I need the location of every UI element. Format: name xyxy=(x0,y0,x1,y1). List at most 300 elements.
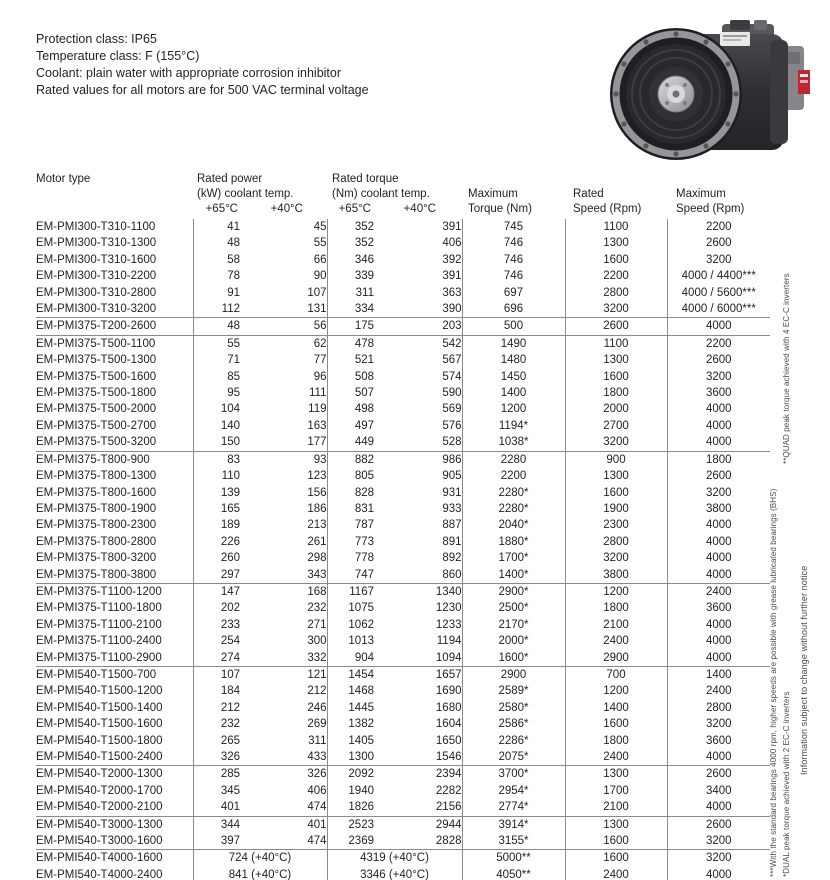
cell-max-speed: 4000 xyxy=(667,617,770,633)
table-row xyxy=(36,749,770,766)
cell-torque-65: 1013 xyxy=(327,633,374,649)
cell-torque-65: 773 xyxy=(327,534,374,550)
cell-torque-40: 569 xyxy=(442,403,462,416)
cell-rated-speed: 1800 xyxy=(565,600,667,616)
cell-power-65: 71 xyxy=(193,352,240,368)
cell-power-40: 300 xyxy=(307,635,327,648)
cell-power-65: 107 xyxy=(193,666,240,683)
cell-motor-type: EM-PMI540-T3000-1600 xyxy=(36,833,193,850)
cell-power-40: 232 xyxy=(307,602,327,615)
info-line-rated-values: Rated values for all motors are for 500 VAC terminal voltage xyxy=(36,83,369,97)
cell-torque-65: 346 xyxy=(327,252,374,268)
cell-power-65: 401 xyxy=(193,799,240,816)
cell-torque-40: 1233 xyxy=(435,618,462,631)
table-row xyxy=(36,850,770,867)
cell-torque-65: 1382 xyxy=(327,716,374,732)
cell-power-65: 112 xyxy=(193,301,240,318)
cell-rated-speed: 1600 xyxy=(565,252,667,268)
cell-motor-type: EM-PMI300-T310-1300 xyxy=(36,237,157,250)
table-row xyxy=(36,252,770,268)
cell-rated-speed: 1300 xyxy=(565,235,667,251)
cell-power-40: 131 xyxy=(240,301,327,318)
cell-max-speed: 4000 xyxy=(667,534,770,550)
table-row xyxy=(36,385,770,401)
cell-torque-40: 567 xyxy=(442,354,462,367)
motor-spec-table xyxy=(36,219,770,880)
cell-max-torque: 2774* xyxy=(462,799,565,816)
cell-max-torque: 746 xyxy=(462,268,565,284)
cell-power-40: 332 xyxy=(240,650,327,667)
header-max-speed-l2: Speed (Rpm) xyxy=(676,203,745,215)
cell-power-40: 156 xyxy=(307,486,327,499)
cell-torque-40: 2156 xyxy=(374,799,462,816)
table-row xyxy=(36,816,770,833)
cell-torque-40: 860 xyxy=(374,567,462,584)
cell-max-torque: 696 xyxy=(462,301,565,318)
header-max-speed-l1: Maximum xyxy=(676,188,726,200)
cell-rated-speed: 1800 xyxy=(565,733,667,749)
cell-power-40: 261 xyxy=(307,535,327,548)
cell-torque-65: 1468 xyxy=(327,683,374,699)
header-power-temp65: +65°C xyxy=(205,203,238,215)
cell-power-40: 163 xyxy=(307,419,327,432)
cell-power-65: 189 xyxy=(193,517,240,533)
cell-torque-40: 590 xyxy=(442,387,462,400)
cell-power-65: 55 xyxy=(193,335,240,352)
cell-torque-40: 1546 xyxy=(374,749,462,766)
motor-table-body xyxy=(36,219,770,880)
cell-power-65: 165 xyxy=(193,501,240,517)
cell-power-40: 433 xyxy=(240,749,327,766)
table-row xyxy=(36,650,770,667)
cell-torque-65: 787 xyxy=(327,517,374,533)
cell-rated-speed: 1300 xyxy=(565,766,667,783)
cell-max-speed: 4000 xyxy=(667,749,770,766)
cell-power-65: 326 xyxy=(193,749,240,766)
cell-torque-65: 831 xyxy=(327,501,374,517)
cell-torque-65: 507 xyxy=(327,385,374,401)
cell-torque-65: 1445 xyxy=(327,700,374,716)
cell-power-40: 55 xyxy=(313,237,327,250)
cell-torque-65: 1405 xyxy=(327,733,374,749)
cell-rated-speed: 3200 xyxy=(565,434,667,451)
table-row xyxy=(36,534,770,550)
cell-power-40: 66 xyxy=(313,253,327,266)
cell-max-speed: 3200 xyxy=(667,833,770,850)
header-torque-temp65: +65°C xyxy=(338,203,371,215)
cell-rated-torque-merged: 3346 (+40°C) xyxy=(327,867,462,880)
footnote-bearings: ***With the standard bearings 4000 rpm, higher speeds are possible with grease lubricated bearings (BHS) xyxy=(769,488,778,877)
cell-max-speed: 3600 xyxy=(667,600,770,616)
cell-torque-40: 390 xyxy=(374,301,462,318)
cell-max-torque: 2040* xyxy=(462,517,565,533)
cell-power-40: 123 xyxy=(307,470,327,483)
cell-torque-65: 882 xyxy=(327,451,374,468)
cell-torque-40: 391 xyxy=(442,221,462,233)
cell-rated-speed: 2000 xyxy=(565,401,667,417)
cell-max-speed: 1800 xyxy=(667,451,770,468)
cell-motor-type: EM-PMI375-T800-2300 xyxy=(36,519,157,532)
cell-motor-type: EM-PMI375-T500-1600 xyxy=(36,370,157,383)
cell-max-torque: 1600* xyxy=(462,650,565,667)
table-row xyxy=(36,434,770,451)
cell-torque-40: 1340 xyxy=(435,585,462,598)
cell-torque-40: 392 xyxy=(442,253,462,266)
cell-max-speed: 4000 / 5600*** xyxy=(667,285,770,301)
table-row xyxy=(36,716,770,732)
cell-max-speed: 1400 xyxy=(667,666,770,683)
cell-rated-speed: 1300 xyxy=(565,352,667,368)
cell-max-torque: 745 xyxy=(462,219,565,235)
cell-max-torque: 4050** xyxy=(462,867,565,880)
cell-max-speed: 3800 xyxy=(667,501,770,517)
cell-max-speed: 4000 xyxy=(667,633,770,649)
table-row xyxy=(36,666,770,683)
cell-torque-65: 478 xyxy=(327,335,374,352)
cell-motor-type: EM-PMI300-T310-1100 xyxy=(36,221,156,233)
table-row xyxy=(36,268,770,284)
cell-power-65: 83 xyxy=(193,451,240,468)
table-row xyxy=(36,683,770,699)
cell-max-speed: 3200 xyxy=(667,485,770,501)
cell-rated-speed: 2300 xyxy=(565,517,667,533)
cell-torque-40: 2282 xyxy=(435,784,462,797)
cell-torque-40: 887 xyxy=(442,519,462,532)
cell-max-speed: 4000 xyxy=(667,318,770,335)
motor-shaft-hub xyxy=(658,76,694,112)
cell-power-40: 401 xyxy=(307,818,327,831)
cell-max-torque: 2286* xyxy=(462,733,565,749)
cell-max-speed: 2600 xyxy=(667,352,770,368)
header-rated-torque: Rated torque xyxy=(332,173,399,185)
cell-rated-speed: 2800 xyxy=(565,285,667,301)
table-row xyxy=(36,301,770,318)
cell-torque-65: 2369 xyxy=(327,833,374,850)
table-row xyxy=(36,700,770,716)
cell-max-torque: 3700* xyxy=(462,766,565,783)
cell-power-40: 406 xyxy=(307,784,327,797)
cell-torque-40: 1680 xyxy=(435,701,462,714)
cell-motor-type: EM-PMI375-T800-3200 xyxy=(36,552,157,565)
cell-power-40: 213 xyxy=(307,519,327,532)
cell-rated-speed: 1900 xyxy=(565,501,667,517)
table-row xyxy=(36,733,770,749)
cell-motor-type: EM-PMI375-T500-2700 xyxy=(36,419,157,432)
cell-motor-type: EM-PMI375-T500-3200 xyxy=(36,434,193,451)
cell-power-65: 48 xyxy=(193,235,240,251)
cell-torque-65: 828 xyxy=(327,485,374,501)
cell-max-speed: 4000 xyxy=(667,401,770,417)
cell-power-40: 311 xyxy=(308,734,327,747)
cell-torque-40: 574 xyxy=(442,370,462,383)
table-row xyxy=(36,401,770,417)
cell-torque-40: 905 xyxy=(442,470,462,483)
cell-motor-type: EM-PMI375-T1100-2400 xyxy=(36,635,162,648)
cell-max-torque: 697 xyxy=(462,285,565,301)
header-rated-speed-l2: Speed (Rpm) xyxy=(573,203,642,215)
cell-torque-40: 542 xyxy=(442,337,462,350)
cell-power-65: 48 xyxy=(193,318,240,335)
cell-max-torque: 1450 xyxy=(462,369,565,385)
cell-power-40: 111 xyxy=(309,387,327,400)
cell-max-speed: 4000 / 6000*** xyxy=(667,301,770,318)
cell-power-40: 45 xyxy=(313,221,327,233)
cell-motor-type: EM-PMI375-T500-2000 xyxy=(36,403,157,416)
table-row xyxy=(36,219,770,235)
cell-torque-40: 2944 xyxy=(435,818,462,831)
cell-power-65: 345 xyxy=(193,783,240,799)
cell-rated-speed: 1200 xyxy=(565,683,667,699)
cell-rated-speed: 2800 xyxy=(565,534,667,550)
cell-motor-type: EM-PMI540-T1500-1200 xyxy=(36,685,163,698)
cell-power-40: 93 xyxy=(313,453,327,466)
cell-motor-type: EM-PMI375-T800-3800 xyxy=(36,567,193,584)
table-row xyxy=(36,617,770,633)
cell-power-65: 202 xyxy=(193,600,240,616)
cell-power-65: 140 xyxy=(193,418,240,434)
cell-rated-speed: 1600 xyxy=(565,850,667,867)
cell-max-speed: 2800 xyxy=(667,700,770,716)
cell-max-speed: 2200 xyxy=(667,219,770,235)
cell-power-65: 95 xyxy=(193,385,240,401)
cell-max-torque: 2900* xyxy=(462,583,565,600)
cell-max-speed: 3200 xyxy=(667,716,770,732)
cell-torque-40: 1690 xyxy=(435,685,462,698)
table-row xyxy=(36,451,770,468)
footnote-dual-torque: *DUAL peak torque achieved with 2 EC-C inverters xyxy=(782,691,791,877)
cell-torque-40: 1650 xyxy=(435,734,462,747)
cell-power-40: 343 xyxy=(240,567,327,584)
cell-max-speed: 3200 xyxy=(667,252,770,268)
info-line-protection: Protection class: IP65 xyxy=(36,32,157,46)
cell-power-40: 119 xyxy=(308,403,327,416)
cell-max-speed: 4000 xyxy=(667,517,770,533)
cell-rated-speed: 3200 xyxy=(565,550,667,566)
cell-power-40: 177 xyxy=(240,434,327,451)
cell-max-speed: 3200 xyxy=(667,850,770,867)
cell-motor-type: EM-PMI300-T310-3200 xyxy=(36,301,193,318)
cell-max-torque: 2580* xyxy=(462,700,565,716)
cell-motor-type: EM-PMI540-T2000-1300 xyxy=(36,768,163,781)
cell-torque-65: 747 xyxy=(327,567,374,584)
cell-torque-40: 528 xyxy=(374,434,462,451)
cell-rated-speed: 1800 xyxy=(565,385,667,401)
table-row xyxy=(36,799,770,816)
table-row xyxy=(36,285,770,301)
cell-torque-65: 449 xyxy=(327,434,374,451)
cell-torque-40: 1094 xyxy=(374,650,462,667)
cell-power-65: 139 xyxy=(193,485,240,501)
header-rated-power-unit: (kW) coolant temp. xyxy=(197,188,294,200)
cell-max-torque: 2500* xyxy=(462,600,565,616)
cell-motor-type: EM-PMI540-T1500-1600 xyxy=(36,718,163,731)
cell-max-speed: 4000 xyxy=(667,418,770,434)
cell-rated-speed: 2400 xyxy=(565,867,667,880)
cell-torque-40: 576 xyxy=(442,419,462,432)
cell-power-65: 212 xyxy=(193,700,240,716)
cell-max-speed: 4000 xyxy=(667,867,770,880)
cell-torque-65: 175 xyxy=(327,318,374,335)
cell-motor-type: EM-PMI375-T800-1600 xyxy=(36,486,157,499)
cell-power-65: 233 xyxy=(193,617,240,633)
cell-motor-type: EM-PMI300-T310-2200 xyxy=(36,270,157,283)
cell-torque-40: 933 xyxy=(442,502,462,515)
cell-motor-type: EM-PMI375-T500-1100 xyxy=(36,337,156,350)
cell-motor-type: EM-PMI540-T1500-1400 xyxy=(36,701,163,714)
cell-max-speed: 2400 xyxy=(667,583,770,600)
cell-rated-speed: 1600 xyxy=(565,369,667,385)
cell-rated-speed: 2100 xyxy=(565,617,667,633)
cell-torque-40: 406 xyxy=(442,237,462,250)
cell-max-torque: 746 xyxy=(462,252,565,268)
cell-torque-65: 1167 xyxy=(327,583,374,600)
cell-motor-type: EM-PMI300-T310-2800 xyxy=(36,286,157,299)
cell-torque-65: 339 xyxy=(327,268,374,284)
cell-power-40: 186 xyxy=(307,502,327,515)
table-row xyxy=(36,418,770,434)
cell-max-torque: 1480 xyxy=(462,352,565,368)
cell-rated-speed: 2600 xyxy=(565,318,667,335)
table-row xyxy=(36,318,770,335)
cell-motor-type: EM-PMI540-T2000-2100 xyxy=(36,799,193,816)
cell-torque-40: 2828 xyxy=(374,833,462,850)
cell-power-65: 254 xyxy=(193,633,240,649)
cell-max-torque: 2954* xyxy=(462,783,565,799)
cell-power-65: 274 xyxy=(193,650,240,667)
cell-rated-speed: 1700 xyxy=(565,783,667,799)
header-rated-speed-l1: Rated xyxy=(573,188,604,200)
cell-max-speed: 3400 xyxy=(667,783,770,799)
cell-torque-65: 1062 xyxy=(327,617,374,633)
cell-motor-type: EM-PMI540-T4000-1600 xyxy=(36,852,163,865)
cell-power-65: 85 xyxy=(193,369,240,385)
cell-power-40: 96 xyxy=(313,370,327,383)
cell-torque-65: 1454 xyxy=(327,666,374,683)
table-row xyxy=(36,501,770,517)
cell-max-speed: 3600 xyxy=(667,733,770,749)
cell-max-torque: 2586* xyxy=(462,716,565,732)
cell-torque-40: 931 xyxy=(442,486,462,499)
cell-torque-40: 203 xyxy=(374,318,462,335)
cell-max-torque: 1400* xyxy=(462,567,565,584)
cell-rated-torque-merged: 4319 (+40°C) xyxy=(327,850,462,867)
cell-power-65: 397 xyxy=(193,833,240,850)
cell-motor-type: EM-PMI375-T1100-2100 xyxy=(36,618,162,631)
table-row xyxy=(36,567,770,584)
header-motor-type: Motor type xyxy=(36,173,91,185)
cell-torque-65: 497 xyxy=(327,418,374,434)
table-row xyxy=(36,783,770,799)
cell-rated-power-merged: 841 (+40°C) xyxy=(193,867,327,880)
cell-power-40: 298 xyxy=(307,552,327,565)
cell-rated-speed: 1300 xyxy=(565,816,667,833)
cell-max-torque: 2589* xyxy=(462,683,565,699)
table-row xyxy=(36,633,770,649)
cell-max-torque: 1400 xyxy=(462,385,565,401)
cell-torque-65: 2092 xyxy=(327,766,374,783)
cell-power-65: 344 xyxy=(193,816,240,833)
cell-power-65: 58 xyxy=(193,252,240,268)
cell-motor-type: EM-PMI375-T800-1900 xyxy=(36,502,157,515)
cell-max-speed: 4000 xyxy=(667,434,770,451)
cell-rated-speed: 2900 xyxy=(565,650,667,667)
cell-rated-speed: 1200 xyxy=(565,583,667,600)
table-row xyxy=(36,833,770,850)
cell-max-torque: 2280 xyxy=(462,451,565,468)
motor-photo xyxy=(602,18,812,168)
cell-torque-40: 1230 xyxy=(435,602,462,615)
cell-rated-speed: 2100 xyxy=(565,799,667,816)
table-row xyxy=(36,600,770,616)
cell-power-65: 184 xyxy=(193,683,240,699)
cell-power-65: 232 xyxy=(193,716,240,732)
cell-rated-speed: 700 xyxy=(565,666,667,683)
cell-rated-speed: 900 xyxy=(565,451,667,468)
cell-torque-40: 391 xyxy=(442,270,462,283)
cell-power-40: 77 xyxy=(313,354,327,367)
cell-rated-speed: 2700 xyxy=(565,418,667,434)
cell-power-65: 110 xyxy=(193,468,240,484)
cell-max-speed: 2600 xyxy=(667,816,770,833)
cell-power-65: 226 xyxy=(193,534,240,550)
cell-motor-type: EM-PMI540-T1500-1800 xyxy=(36,734,163,747)
cell-torque-65: 1826 xyxy=(327,799,374,816)
cell-rated-speed: 2400 xyxy=(565,749,667,766)
cell-torque-65: 498 xyxy=(327,401,374,417)
cell-torque-65: 805 xyxy=(327,468,374,484)
cell-power-40: 269 xyxy=(307,718,327,731)
table-row xyxy=(36,517,770,533)
cell-power-65: 41 xyxy=(193,219,240,235)
cell-max-torque: 2170* xyxy=(462,617,565,633)
cell-power-65: 147 xyxy=(193,583,240,600)
cell-power-40: 56 xyxy=(240,318,327,335)
cell-power-65: 104 xyxy=(193,401,240,417)
cell-power-40: 168 xyxy=(307,585,327,598)
info-block xyxy=(36,31,369,99)
cell-motor-type: EM-PMI375-T500-1300 xyxy=(36,354,157,367)
cell-max-speed: 2200 xyxy=(667,335,770,352)
cell-max-torque: 1038* xyxy=(462,434,565,451)
cell-rated-speed: 1600 xyxy=(565,716,667,732)
cell-max-torque: 2200 xyxy=(462,468,565,484)
cell-rated-speed: 1300 xyxy=(565,468,667,484)
cell-torque-40: 1604 xyxy=(435,718,462,731)
table-row xyxy=(36,867,770,880)
cell-max-speed: 2600 xyxy=(667,766,770,783)
info-line-coolant: Coolant: plain water with appropriate corrosion inhibitor xyxy=(36,66,342,80)
cell-torque-40: 1657 xyxy=(435,668,462,681)
cell-torque-65: 2523 xyxy=(327,816,374,833)
cell-power-40: 90 xyxy=(313,270,327,283)
cell-torque-40: 1194 xyxy=(436,635,462,648)
cell-power-65: 285 xyxy=(193,766,240,783)
cell-power-40: 474 xyxy=(240,799,327,816)
footnote-quad-torque: **QUAD peak torque achieved with 4 EC-C inverters xyxy=(782,273,791,464)
cell-max-speed: 4000 xyxy=(667,550,770,566)
cell-max-torque: 1194* xyxy=(462,418,565,434)
cell-motor-type: EM-PMI375-T1100-1200 xyxy=(36,585,162,598)
cell-rated-power-merged: 724 (+40°C) xyxy=(193,850,327,867)
header-max-torque-l1: Maximum xyxy=(468,188,518,200)
cell-torque-65: 352 xyxy=(327,219,374,235)
cell-torque-65: 778 xyxy=(327,550,374,566)
header-max-torque-l2: Torque (Nm) xyxy=(468,203,532,215)
cell-max-torque: 1880* xyxy=(462,534,565,550)
cell-power-40: 107 xyxy=(307,286,327,299)
cell-max-speed: 4000 xyxy=(667,567,770,584)
cell-power-40: 326 xyxy=(307,768,327,781)
